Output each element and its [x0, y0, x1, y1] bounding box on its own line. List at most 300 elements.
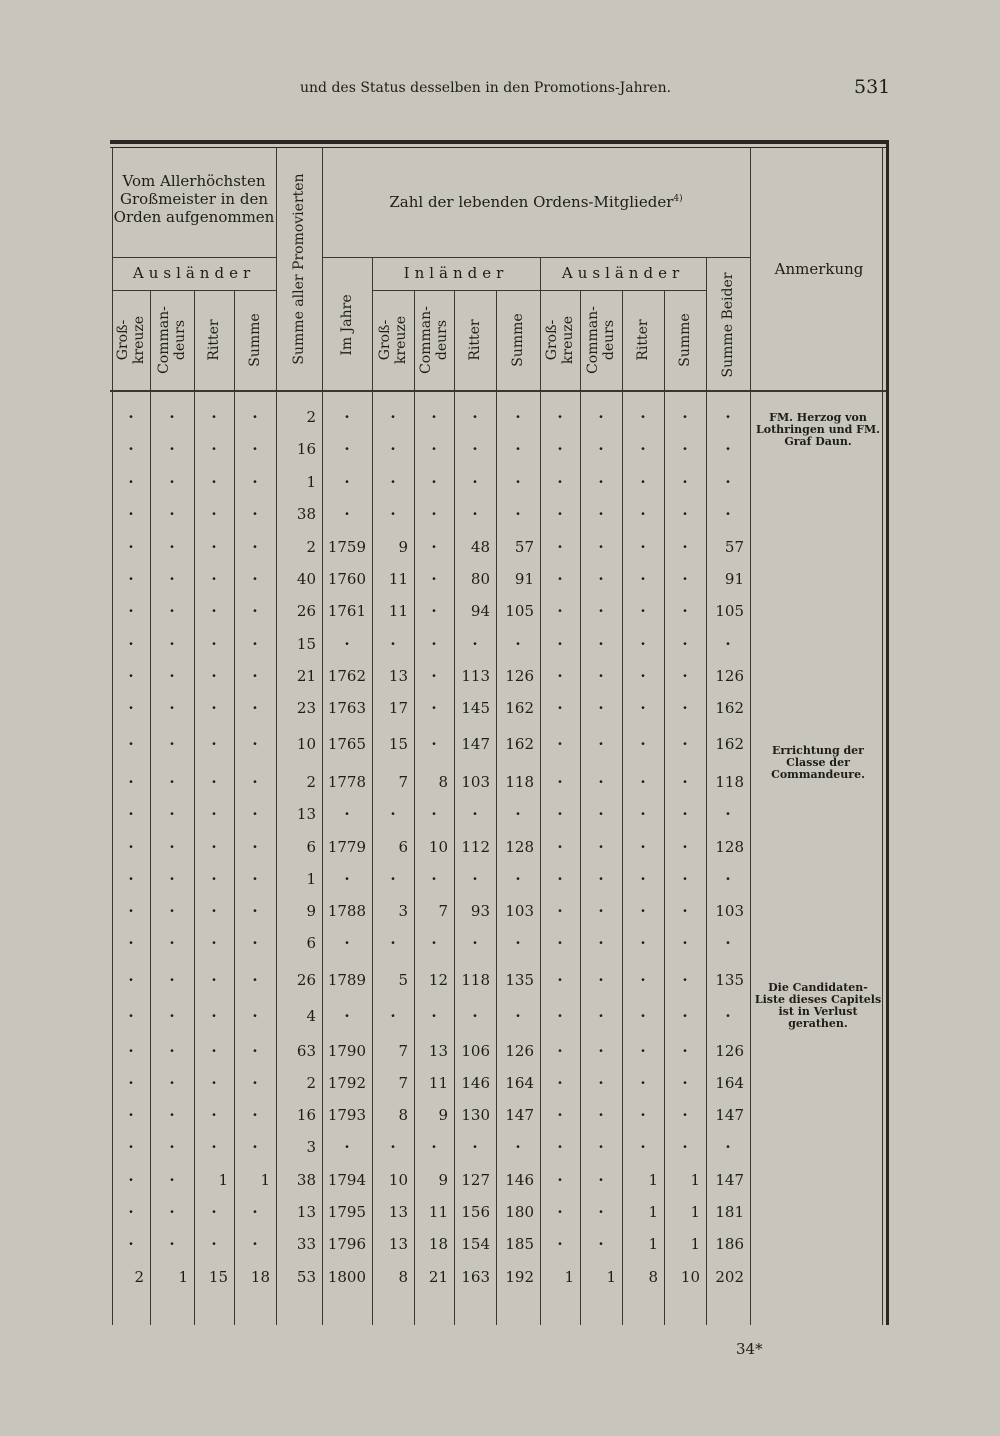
table-cell: 1796 — [327, 1235, 366, 1253]
table-cell: 13 — [388, 1203, 408, 1221]
table-cell: · — [169, 838, 175, 856]
table-cell: · — [557, 1042, 563, 1060]
col-header-col-summe-9: Summe — [510, 313, 526, 367]
table-cell: 13 — [296, 805, 316, 823]
table-cell: · — [211, 1138, 217, 1156]
table-cell: · — [598, 1042, 604, 1060]
table-cell: 12 — [428, 971, 448, 989]
table-cell: · — [252, 1138, 258, 1156]
col-header-col-ritter-8: Ritter — [467, 319, 483, 361]
table-cell: 130 — [461, 1106, 490, 1124]
table-cell: · — [169, 1007, 175, 1025]
table-cell: · — [682, 699, 688, 717]
table-cell: 1 — [178, 1268, 188, 1286]
group-left-auslaender: Ausländer — [132, 264, 256, 282]
table-cell: · — [128, 735, 134, 753]
table-cell: · — [598, 408, 604, 426]
col-header-col-commandeurs-7: Comman- deurs — [418, 306, 450, 374]
table-cell: · — [252, 735, 258, 753]
table-cell: 186 — [715, 1235, 744, 1253]
table-cell: · — [557, 1074, 563, 1092]
table-cell: · — [169, 408, 175, 426]
table-cell: 1762 — [327, 667, 366, 685]
table-cell: · — [431, 538, 437, 556]
table-cell: 126 — [715, 1042, 744, 1060]
table-cell: · — [682, 408, 688, 426]
table-cell: · — [252, 805, 258, 823]
table-cell: · — [725, 934, 731, 952]
table-cell: 3 — [398, 902, 408, 920]
table-cell: · — [557, 735, 563, 753]
table-cell: · — [128, 934, 134, 952]
table-cell: · — [640, 538, 646, 556]
table-cell: · — [682, 805, 688, 823]
table-cell: · — [725, 1007, 731, 1025]
table-cell: 3 — [306, 1138, 316, 1156]
table-cell: 1789 — [327, 971, 366, 989]
table-cell: · — [128, 971, 134, 989]
signature-mark: 34* — [736, 1340, 763, 1358]
table-cell: · — [344, 440, 350, 458]
hline-mid-group — [322, 257, 750, 258]
table-cell: · — [557, 1138, 563, 1156]
table-cell: · — [344, 805, 350, 823]
table-cell: · — [557, 870, 563, 888]
table-cell: 1 — [690, 1203, 700, 1221]
table-cell: 2 — [306, 773, 316, 791]
table-cell: · — [557, 1106, 563, 1124]
table-cell: 94 — [470, 602, 490, 620]
table-cell: 1 — [306, 870, 316, 888]
table-cell: 1 — [648, 1203, 658, 1221]
table-cell: · — [557, 635, 563, 653]
table-cell: · — [169, 602, 175, 620]
hline-mid-sub — [372, 290, 706, 291]
table-cell: 128 — [715, 838, 744, 856]
table-cell: 9 — [306, 902, 316, 920]
table-cell: 11 — [428, 1203, 448, 1221]
table-cell: 7 — [398, 773, 408, 791]
table-cell: 162 — [715, 699, 744, 717]
table-cell: · — [557, 505, 563, 523]
table-cell: · — [598, 1138, 604, 1156]
table-cell: · — [640, 1007, 646, 1025]
table-cell: 156 — [461, 1203, 490, 1221]
table-cell: · — [431, 570, 437, 588]
table-cell: 126 — [505, 1042, 534, 1060]
table-cell: 63 — [296, 1042, 316, 1060]
table-cell: · — [472, 1138, 478, 1156]
table-cell: · — [557, 805, 563, 823]
table-cell: 8 — [648, 1268, 658, 1286]
table-cell: · — [169, 1074, 175, 1092]
table-cell: 162 — [505, 735, 534, 753]
table-cell: 202 — [715, 1268, 744, 1286]
table-cell: · — [598, 635, 604, 653]
table-cell: 1 — [606, 1268, 616, 1286]
table-cell: 17 — [388, 699, 408, 717]
table-cell: · — [472, 408, 478, 426]
table-cell: · — [682, 735, 688, 753]
table-cell: 106 — [461, 1042, 490, 1060]
table-cell: · — [682, 1007, 688, 1025]
col-header-col-im-jahre-5: Im Jahre — [339, 294, 355, 356]
page-header — [0, 76, 1000, 104]
table-cell: · — [557, 1007, 563, 1025]
table-cell: 1793 — [327, 1106, 366, 1124]
table-cell: · — [598, 440, 604, 458]
table-cell: · — [252, 870, 258, 888]
table-cell: · — [128, 1138, 134, 1156]
table-cell: 15 — [208, 1268, 228, 1286]
table-cell: · — [598, 570, 604, 588]
table-cell: 6 — [306, 934, 316, 952]
table-cell: · — [598, 602, 604, 620]
table-cell: · — [169, 635, 175, 653]
table-cell: 10 — [296, 735, 316, 753]
table-cell: · — [252, 538, 258, 556]
table-cell: · — [515, 408, 521, 426]
table-cell: · — [682, 971, 688, 989]
table-cell: · — [128, 667, 134, 685]
table-cell: · — [128, 1235, 134, 1253]
table-cell: · — [682, 635, 688, 653]
table-cell: 126 — [505, 667, 534, 685]
table-cell: · — [344, 635, 350, 653]
table-cell: · — [598, 1106, 604, 1124]
table-cell: 1 — [306, 473, 316, 491]
table-cell: · — [390, 635, 396, 653]
table-cell: · — [682, 838, 688, 856]
table-cell: · — [211, 473, 217, 491]
table-cell: · — [169, 473, 175, 491]
table-cell: · — [472, 635, 478, 653]
table-cell: · — [515, 1138, 521, 1156]
table-cell: · — [598, 934, 604, 952]
table-cell: · — [682, 667, 688, 685]
table-cell: 26 — [296, 971, 316, 989]
table-cell: · — [682, 1042, 688, 1060]
table-cell: 126 — [715, 667, 744, 685]
table-cell: 112 — [461, 838, 490, 856]
table-cell: · — [598, 1171, 604, 1189]
table-cell: 185 — [505, 1235, 534, 1253]
table-cell: · — [252, 838, 258, 856]
table-cell: · — [128, 1203, 134, 1221]
table-cell: 18 — [250, 1268, 270, 1286]
table-cell: · — [128, 1007, 134, 1025]
table-cell: 9 — [438, 1171, 448, 1189]
table-cell: · — [252, 602, 258, 620]
table-cell: · — [252, 1042, 258, 1060]
table-cell: · — [211, 870, 217, 888]
table-cell: · — [515, 635, 521, 653]
table-cell: · — [390, 408, 396, 426]
table-cell: · — [515, 473, 521, 491]
table-cell: 128 — [505, 838, 534, 856]
data-table — [110, 140, 888, 1325]
table-cell: · — [682, 870, 688, 888]
table-cell: · — [682, 473, 688, 491]
table-top-rule — [110, 140, 888, 144]
table-cell: 113 — [461, 667, 490, 685]
table-cell: · — [128, 1171, 134, 1189]
table-cell: · — [169, 1138, 175, 1156]
table-cell: · — [128, 1074, 134, 1092]
table-cell: · — [598, 1007, 604, 1025]
table-cell: · — [211, 934, 217, 952]
table-cell: 147 — [715, 1106, 744, 1124]
table-cell: 1779 — [327, 838, 366, 856]
table-cell: 2 — [134, 1268, 144, 1286]
table-cell: 1 — [564, 1268, 574, 1286]
table-cell: · — [682, 934, 688, 952]
table-cell: · — [390, 505, 396, 523]
table-cell: · — [211, 570, 217, 588]
table-cell: · — [252, 934, 258, 952]
table-cell: 21 — [428, 1268, 448, 1286]
table-cell: · — [211, 902, 217, 920]
col-header-col-summe-3: Summe — [247, 313, 263, 367]
table-cell: 1 — [648, 1171, 658, 1189]
table-cell: · — [169, 538, 175, 556]
table-cell: · — [725, 408, 731, 426]
col-header-col-summe-aller-4: Summe aller Promovierten — [291, 173, 307, 365]
vline-right-outer — [886, 140, 889, 1325]
table-cell: 146 — [505, 1171, 534, 1189]
table-cell: · — [390, 934, 396, 952]
table-cell: 1759 — [327, 538, 366, 556]
table-cell: · — [211, 408, 217, 426]
table-cell: · — [128, 538, 134, 556]
table-cell: · — [431, 635, 437, 653]
col-header-col-commandeurs-11: Comman- deurs — [585, 306, 617, 374]
note-candidaten: Die Candidaten-Liste dieses Capitels ist in Verlust gerathen. — [754, 981, 882, 1030]
table-cell: · — [640, 1106, 646, 1124]
running-title: und des Status desselben in den Promotions-Jahren. — [300, 80, 672, 96]
table-cell: 147 — [505, 1106, 534, 1124]
table-cell: 103 — [461, 773, 490, 791]
table-cell: · — [598, 735, 604, 753]
table-cell: · — [252, 408, 258, 426]
table-cell: 1794 — [327, 1171, 366, 1189]
table-cell: · — [252, 699, 258, 717]
table-cell: · — [169, 667, 175, 685]
table-cell: 57 — [514, 538, 534, 556]
table-cell: · — [128, 602, 134, 620]
table-cell: 135 — [715, 971, 744, 989]
table-cell: · — [557, 473, 563, 491]
table-cell: 118 — [505, 773, 534, 791]
table-cell: · — [682, 538, 688, 556]
table-cell: 1 — [260, 1171, 270, 1189]
table-cell: 1765 — [327, 735, 366, 753]
table-cell: · — [431, 735, 437, 753]
table-cell: 15 — [296, 635, 316, 653]
table-cell: · — [344, 505, 350, 523]
group-mid-title-text: Zahl der lebenden Ordens-Mitglieder — [389, 193, 674, 211]
table-cell: · — [252, 902, 258, 920]
table-cell: 13 — [388, 1235, 408, 1253]
table-cell: · — [472, 934, 478, 952]
table-cell: 4 — [306, 1007, 316, 1025]
table-cell: · — [344, 934, 350, 952]
table-cell: 40 — [296, 570, 316, 588]
table-cell: 11 — [428, 1074, 448, 1092]
table-cell: · — [598, 667, 604, 685]
table-cell: · — [128, 1042, 134, 1060]
table-cell: · — [431, 1138, 437, 1156]
note-commandeure: Errichtung der Classe der Commandeure. — [771, 744, 865, 781]
table-cell: 1 — [218, 1171, 228, 1189]
table-cell: 146 — [461, 1074, 490, 1092]
table-cell: · — [557, 408, 563, 426]
table-cell: 135 — [505, 971, 534, 989]
col-anmerkung: Anmerkung — [774, 260, 864, 278]
table-cell: · — [169, 1203, 175, 1221]
table-cell: · — [390, 1007, 396, 1025]
table-cell: · — [431, 473, 437, 491]
table-cell: · — [640, 505, 646, 523]
table-cell: · — [515, 934, 521, 952]
table-top-rule-thin — [110, 147, 888, 148]
col-header-col-ritter-2: Ritter — [206, 319, 222, 361]
table-cell: · — [128, 805, 134, 823]
table-cell: · — [640, 602, 646, 620]
table-cell: · — [169, 699, 175, 717]
table-cell: 192 — [505, 1268, 534, 1286]
table-cell: 8 — [398, 1106, 408, 1124]
table-cell: · — [128, 440, 134, 458]
table-cell: · — [725, 473, 731, 491]
table-cell: · — [344, 473, 350, 491]
table-cell: · — [472, 870, 478, 888]
table-cell: · — [515, 1007, 521, 1025]
table-cell: · — [252, 635, 258, 653]
col-header-col-grosskreuze-10: Groß- kreuze — [544, 315, 576, 365]
table-cell: · — [598, 1203, 604, 1221]
table-cell: · — [598, 1074, 604, 1092]
table-cell: 1 — [690, 1235, 700, 1253]
col-header-col-grosskreuze-6: Groß- kreuze — [377, 315, 409, 365]
table-cell: · — [211, 1235, 217, 1253]
table-cell: · — [128, 570, 134, 588]
table-cell: 127 — [461, 1171, 490, 1189]
group-mid-auslaender: Ausländer — [561, 264, 685, 282]
table-cell: 57 — [724, 538, 744, 556]
table-cell: · — [640, 473, 646, 491]
table-cell: 2 — [306, 1074, 316, 1092]
table-cell: 7 — [398, 1042, 408, 1060]
table-cell: · — [640, 699, 646, 717]
table-cell: · — [557, 902, 563, 920]
table-cell: 10 — [680, 1268, 700, 1286]
table-cell: 53 — [296, 1268, 316, 1286]
table-cell: 1 — [648, 1235, 658, 1253]
note-herzog: FM. Herzog von Lothringen und FM. Graf Daun. — [756, 411, 880, 448]
table-cell: · — [598, 838, 604, 856]
table-cell: · — [128, 635, 134, 653]
table-cell: 9 — [398, 538, 408, 556]
table-cell: · — [557, 570, 563, 588]
table-cell: · — [169, 1171, 175, 1189]
table-cell: · — [252, 1235, 258, 1253]
table-cell: · — [211, 505, 217, 523]
table-cell: · — [598, 473, 604, 491]
table-cell: · — [640, 735, 646, 753]
table-cell: 1788 — [327, 902, 366, 920]
table-cell: · — [169, 505, 175, 523]
table-cell: 11 — [388, 570, 408, 588]
table-cell: · — [682, 602, 688, 620]
table-cell: · — [169, 1106, 175, 1124]
table-cell: · — [211, 773, 217, 791]
table-cell: · — [211, 805, 217, 823]
table-cell: · — [515, 870, 521, 888]
group-left-title: Vom Allerhöchsten Großmeister in den Orden aufgenommen — [113, 172, 275, 226]
table-cell: · — [169, 1235, 175, 1253]
table-cell: · — [431, 1007, 437, 1025]
table-cell: · — [682, 773, 688, 791]
table-cell: 91 — [514, 570, 534, 588]
table-cell: · — [557, 773, 563, 791]
table-cell: · — [640, 1042, 646, 1060]
table-cell: 38 — [296, 505, 316, 523]
table-cell: 105 — [715, 602, 744, 620]
table-cell: · — [725, 635, 731, 653]
table-cell: · — [211, 1106, 217, 1124]
table-cell: · — [598, 699, 604, 717]
table-cell: · — [640, 805, 646, 823]
table-cell: · — [252, 570, 258, 588]
table-cell: · — [725, 505, 731, 523]
table-cell: · — [390, 805, 396, 823]
table-cell: 10 — [428, 838, 448, 856]
table-cell: 15 — [388, 735, 408, 753]
table-cell: · — [211, 635, 217, 653]
table-cell: · — [211, 1074, 217, 1092]
table-cell: · — [128, 408, 134, 426]
table-cell: · — [515, 440, 521, 458]
table-cell: 10 — [388, 1171, 408, 1189]
table-cell: · — [252, 667, 258, 685]
table-cell: 13 — [296, 1203, 316, 1221]
table-cell: · — [211, 538, 217, 556]
table-cell: 118 — [461, 971, 490, 989]
table-cell: · — [598, 971, 604, 989]
table-cell: · — [682, 1074, 688, 1092]
table-cell: 105 — [505, 602, 534, 620]
table-cell: · — [252, 1007, 258, 1025]
table-cell: · — [252, 773, 258, 791]
table-cell: 6 — [306, 838, 316, 856]
col-header-col-summe-13: Summe — [677, 313, 693, 367]
table-cell: · — [344, 870, 350, 888]
table-cell: · — [128, 870, 134, 888]
table-cell: · — [598, 902, 604, 920]
table-cell: · — [598, 1235, 604, 1253]
hline-left-group — [112, 257, 276, 258]
table-cell: · — [344, 408, 350, 426]
table-cell: · — [211, 971, 217, 989]
table-cell: · — [472, 440, 478, 458]
table-cell: · — [725, 805, 731, 823]
table-cell: · — [472, 505, 478, 523]
table-cell: · — [169, 805, 175, 823]
table-cell: · — [252, 505, 258, 523]
table-cell: · — [390, 473, 396, 491]
table-cell: · — [557, 699, 563, 717]
